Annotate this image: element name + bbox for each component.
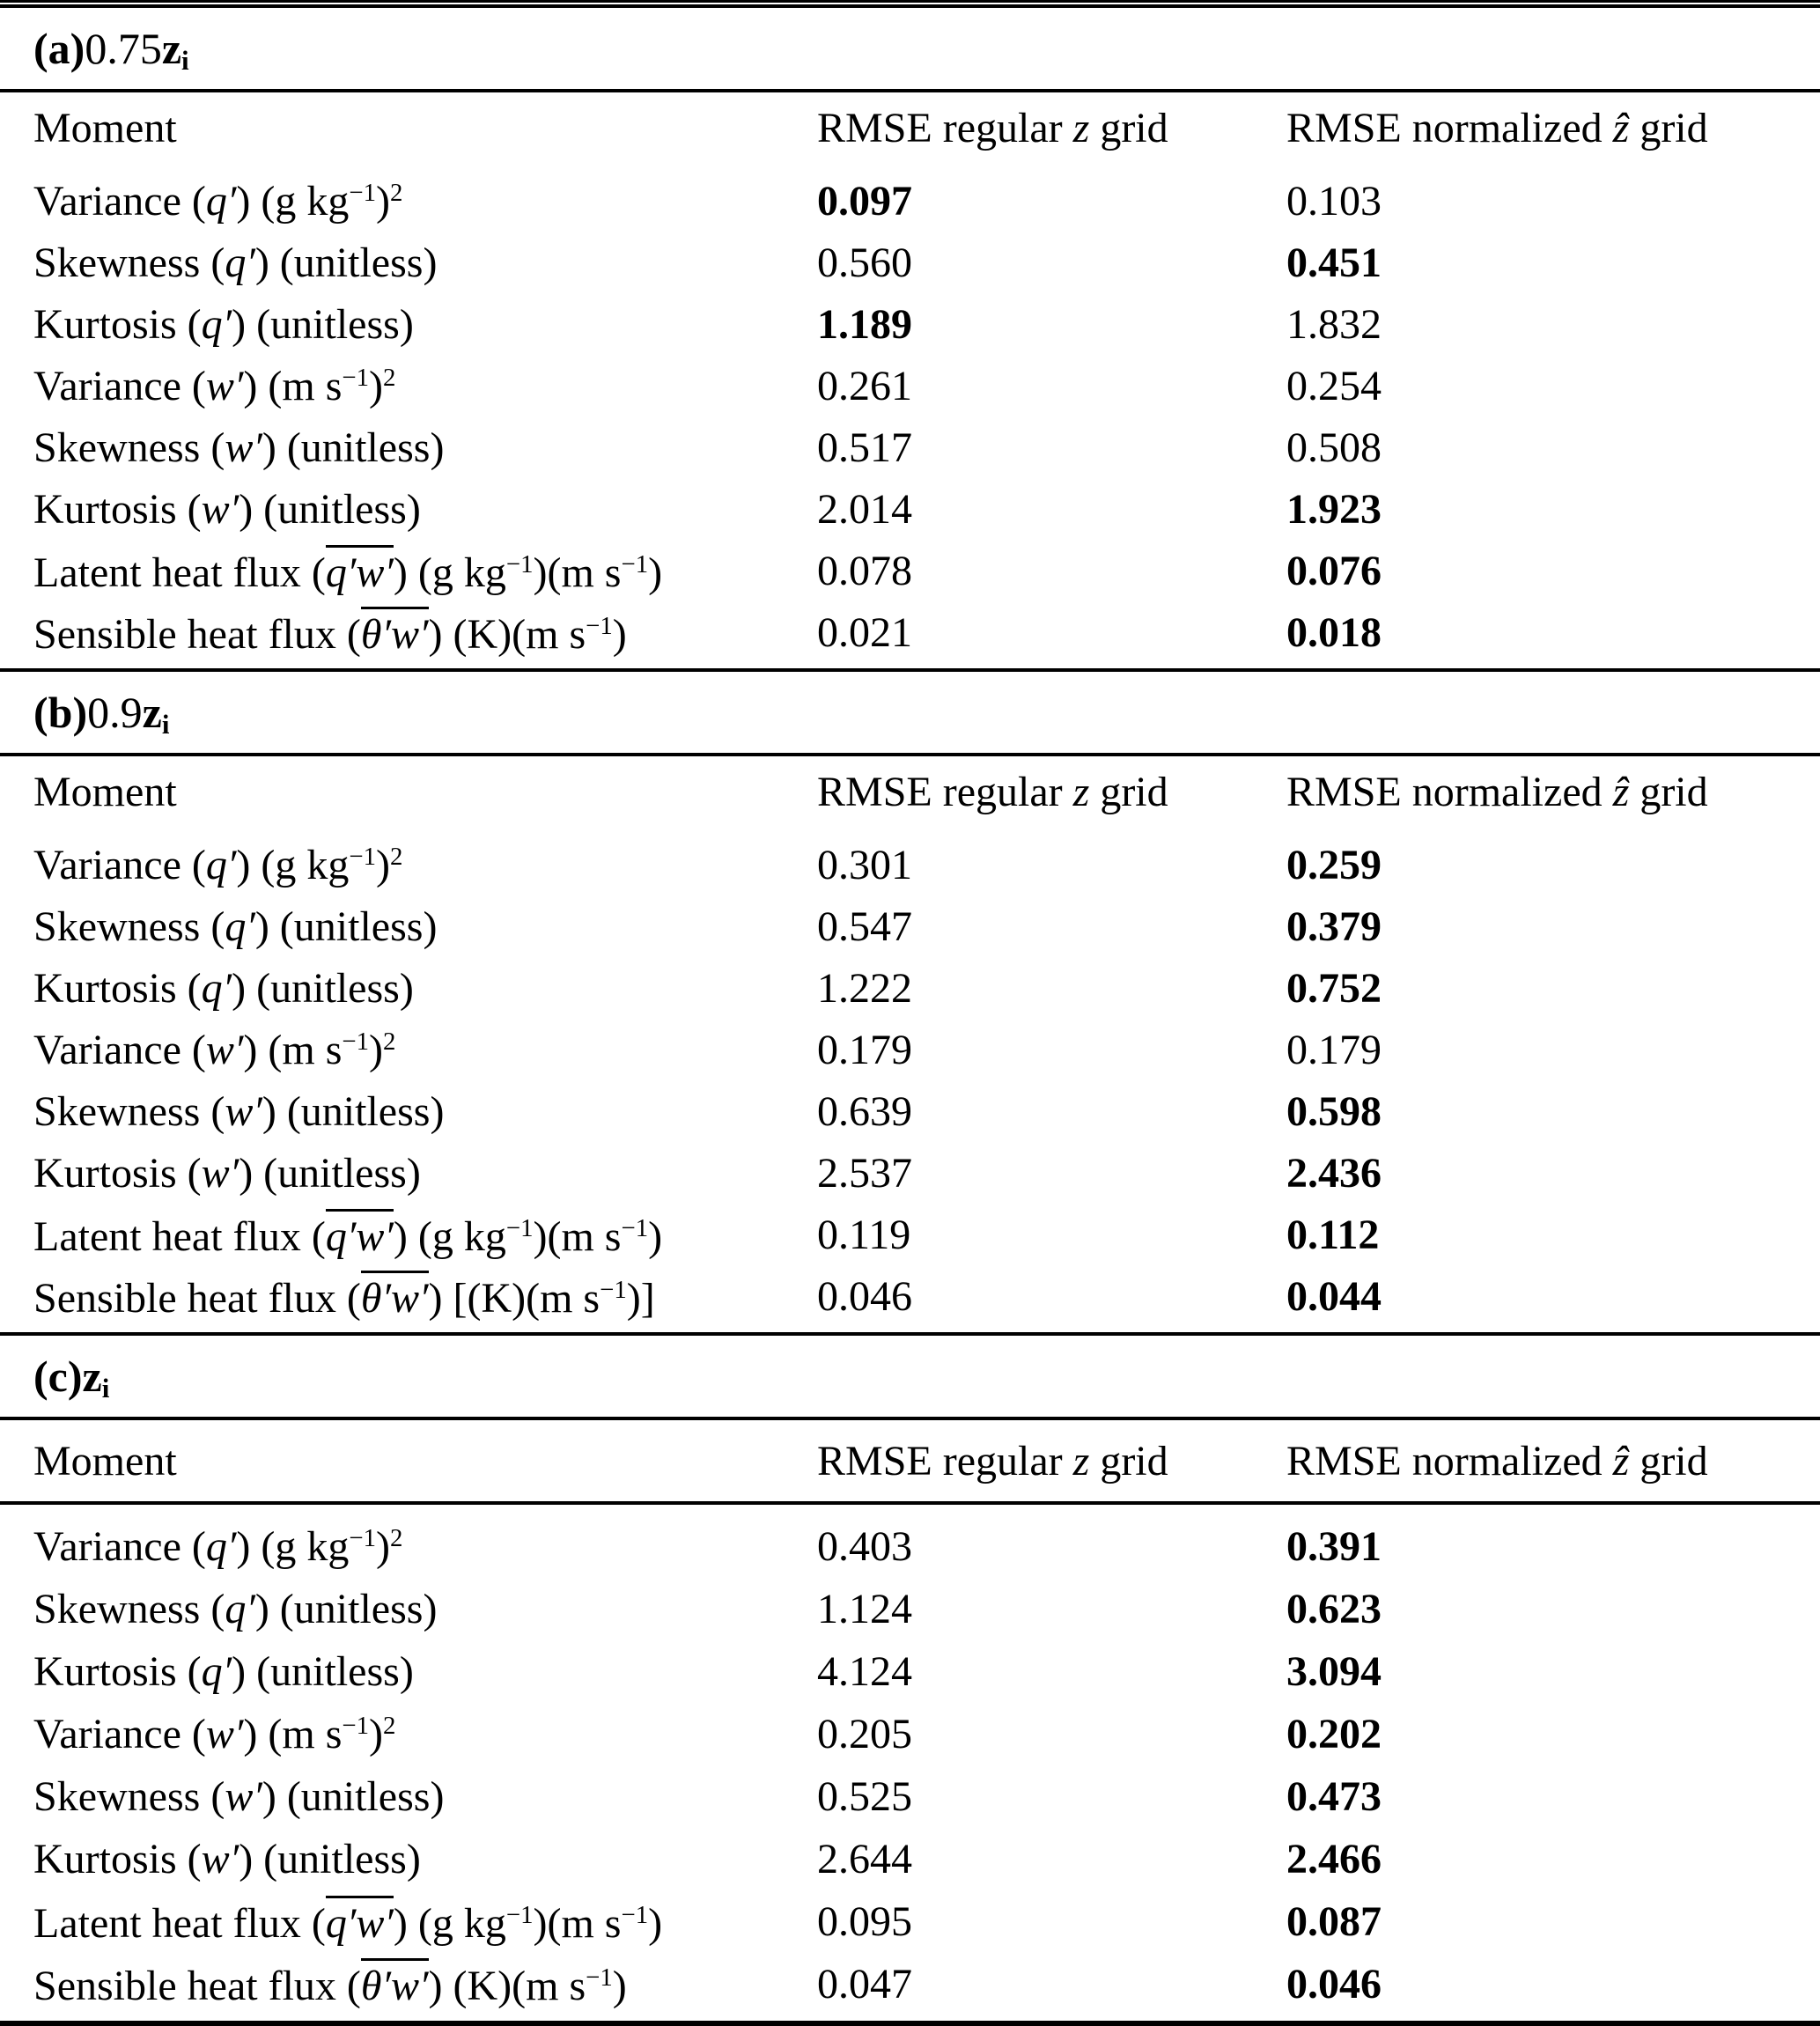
col-rmse-zhat: RMSE normalized ẑ grid — [1286, 1420, 1820, 1503]
rmse-zhat-value: 0.379 — [1286, 902, 1382, 950]
table-row — [0, 957, 1820, 1019]
rmse-zhat-value: 0.598 — [1286, 1087, 1382, 1135]
col-rmse-z: RMSE regular z grid — [817, 104, 1168, 151]
rmse-z-value: 2.014 — [817, 485, 912, 533]
rmse-z-value: 0.560 — [817, 239, 912, 286]
rmse-zhat-value: 0.202 — [1286, 1711, 1382, 1757]
table-row — [0, 163, 1820, 232]
top-rule — [0, 0, 1820, 8]
moment-label: Skewness (q′) (unitless) — [33, 1586, 438, 1632]
rmse-zhat-value: 0.473 — [1286, 1773, 1382, 1820]
table-row — [0, 1204, 1820, 1265]
section-a-table — [0, 92, 1820, 668]
rmse-z-value: 0.205 — [817, 1711, 912, 1757]
moment-label: Skewness (w′) (unitless) — [33, 1773, 445, 1820]
table-row — [0, 1142, 1820, 1204]
rmse-z-value: 0.301 — [817, 841, 912, 888]
rmse-z-value: 1.124 — [817, 1586, 912, 1632]
rmse-z-value: 0.639 — [817, 1087, 912, 1135]
rmse-zhat-value: 0.046 — [1286, 1961, 1382, 2008]
moment-label: Variance (w′) (m $s^{-1})^2$ — [33, 362, 396, 409]
header-row — [0, 1420, 1820, 1503]
moment-label: Kurtosis (q′) (unitless) — [33, 1648, 414, 1695]
table-row — [0, 1953, 1820, 2021]
moment-label: Kurtosis (w′) (unitless) — [33, 1149, 421, 1197]
moment-label: Skewness (q′) (unitless) — [33, 239, 438, 286]
table-row — [0, 1019, 1820, 1080]
rmse-zhat-value: 0.103 — [1286, 177, 1382, 225]
table-row — [0, 1828, 1820, 1890]
table-row — [0, 540, 1820, 601]
col-rmse-zhat: RMSE normalized ẑ grid — [1286, 768, 1708, 815]
rmse-z-value: 0.179 — [817, 1026, 912, 1073]
header-row — [0, 756, 1820, 827]
section-b — [0, 672, 1820, 1332]
table-row — [0, 1503, 1820, 1578]
moment-label: Sensible heat flux (θ′w′) (K)(m $s^{-1}$) — [0, 1953, 817, 2021]
rmse-z-value: 1.222 — [817, 964, 912, 1012]
section-b-title: (b) 0.9 zi — [33, 688, 170, 740]
rmse-zhat-value: 0.087 — [1286, 1898, 1382, 1945]
moment-label: Skewness (w′) (unitless) — [33, 1087, 445, 1135]
rmse-z-value: 0.261 — [817, 362, 912, 409]
rmse-z-value: 0.046 — [817, 1272, 912, 1320]
rmse-z-value: 0.517 — [817, 424, 912, 471]
table-row — [0, 1703, 1820, 1765]
rmse-z-value: 0.097 — [817, 177, 912, 225]
moment-label: Kurtosis (w′) (unitless) — [33, 1836, 421, 1882]
moment-label: Skewness (q′) (unitless) — [33, 902, 438, 950]
rmse-z-value: 4.124 — [817, 1648, 912, 1695]
rmse-zhat-value: 0.508 — [1286, 424, 1382, 471]
moment-label: Latent heat flux (q′w′) (g $kg^{-1})(m$ $s^{-1}$) — [0, 1890, 817, 1953]
rmse-z-value: 0.047 — [817, 1961, 912, 2008]
table-row — [0, 1640, 1820, 1703]
table-row — [0, 827, 1820, 895]
rmse-zhat-value: 0.752 — [1286, 964, 1382, 1012]
rmse-z-value: 0.078 — [817, 547, 912, 594]
rmse-zhat-value: 1.832 — [1286, 300, 1382, 348]
table-row — [0, 293, 1820, 355]
moment-label: Kurtosis (q′) (unitless) — [33, 964, 414, 1012]
table-row — [0, 895, 1820, 957]
section-c-title: (c) zi — [33, 1352, 110, 1403]
rmse-z-value: 0.525 — [817, 1773, 912, 1820]
section-a — [0, 8, 1820, 668]
table-row — [0, 416, 1820, 478]
moment-label: Variance (q′) (g $kg^{-1})^2$ — [33, 841, 403, 888]
moment-label: Sensible heat flux (θ′w′) (K)(m $s^{-1}$) — [0, 601, 817, 668]
rmse-zhat-value: 2.436 — [1286, 1149, 1382, 1197]
section-c-table — [0, 1420, 1820, 2021]
moment-label: Skewness (w′) (unitless) — [33, 424, 445, 471]
rmse-z-value: 2.644 — [817, 1836, 912, 1882]
rmse-z-value: 1.189 — [817, 300, 912, 348]
table-row — [0, 601, 1820, 668]
section-c — [0, 1336, 1820, 2021]
rmse-z-value: 0.403 — [817, 1523, 912, 1570]
moment-label: Variance (q′) (g $kg^{-1})^2$ — [33, 177, 403, 225]
rmse-zhat-value: 0.018 — [1286, 608, 1382, 656]
col-moment: Moment — [33, 768, 177, 815]
table-row — [0, 232, 1820, 293]
rmse-z-value: 0.547 — [817, 902, 912, 950]
rmse-zhat-value: 1.923 — [1286, 485, 1382, 533]
rmse-zhat-value: 0.076 — [1286, 547, 1382, 594]
rmse-zhat-value: 0.259 — [1286, 841, 1382, 888]
moment-label: Sensible heat flux (θ′w′) [(K)(m $s^{-1}$)] — [0, 1265, 817, 1332]
rmse-zhat-value: 0.451 — [1286, 239, 1382, 286]
col-rmse-zhat: RMSE normalized ẑ grid — [1286, 104, 1708, 151]
rmse-zhat-value: 0.623 — [1286, 1586, 1382, 1632]
table-row — [0, 1080, 1820, 1142]
rmse-zhat-value: 0.044 — [1286, 1272, 1382, 1320]
moment-label: Latent heat flux (q′w′) (g $kg^{-1})(m$ $s^{-1}$) — [0, 1204, 817, 1265]
rmse-z-value: 0.021 — [817, 608, 912, 656]
rmse-zhat-value: 0.254 — [1286, 362, 1382, 409]
moment-label: Variance (q′) (g $kg^{-1})^2$ — [33, 1523, 403, 1570]
rmse-z-value: 2.537 — [817, 1149, 912, 1197]
moment-label: Variance (w′) (m $s^{-1})^2$ — [33, 1026, 396, 1073]
table-row — [0, 1578, 1820, 1640]
table-row — [0, 1765, 1820, 1828]
header-row — [0, 92, 1820, 163]
table-row — [0, 355, 1820, 416]
rmse-z-value: 0.119 — [817, 1211, 911, 1258]
section-a-title: (a) 0.75 zi — [33, 24, 189, 76]
col-rmse-z: RMSE regular z grid — [817, 768, 1168, 815]
rmse-z-value: 0.095 — [817, 1898, 912, 1945]
moment-label: Kurtosis (q′) (unitless) — [33, 300, 414, 348]
moment-label: Variance (w′) (m $s^{-1})^2$ — [33, 1711, 396, 1757]
rmse-zhat-value: 2.466 — [1286, 1836, 1382, 1882]
moment-label: Latent heat flux (q′w′) (g $kg^{-1})(m$ $s^{-1}$) — [0, 540, 817, 601]
rmse-zhat-value: 0.391 — [1286, 1523, 1382, 1570]
col-moment: Moment — [0, 1420, 817, 1503]
rmse-zhat-value: 3.094 — [1286, 1648, 1382, 1695]
table-row — [0, 478, 1820, 540]
rmse-zhat-value: 0.179 — [1286, 1026, 1382, 1073]
table-row — [0, 1890, 1820, 1953]
rmse-zhat-value: 0.112 — [1286, 1211, 1380, 1258]
section-b-table — [0, 756, 1820, 1332]
col-rmse-z: RMSE regular z grid — [817, 1420, 1286, 1503]
moment-label: Kurtosis (w′) (unitless) — [33, 485, 421, 533]
col-moment: Moment — [33, 104, 177, 151]
table-row — [0, 1265, 1820, 1332]
